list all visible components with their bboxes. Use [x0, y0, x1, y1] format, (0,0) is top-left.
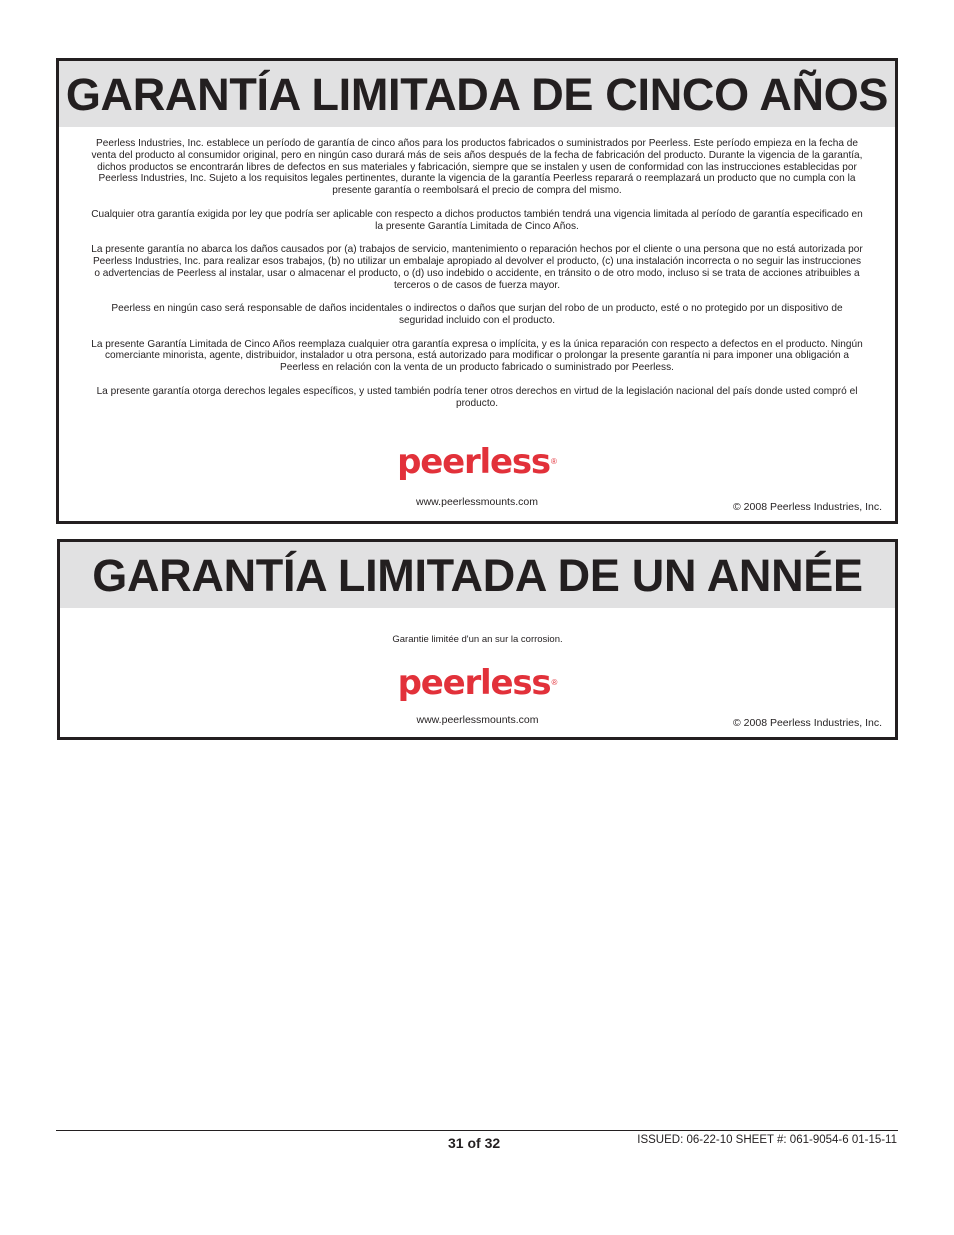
- section-title: GARANTÍA LIMITADA DE UN ANNÉE: [92, 549, 863, 601]
- warranty-paragraph: La presente garantía no abarca los daños causados por (a) trabajos de servicio, mantenimiento o reparación hechos por el cliente o una persona que no está autorizada por Peerless Industries, Inc. para realizar esos trabajos, (b) no utilizar un embalaje apropiado al devolver el producto, (c) una instalación incorrecta o no seguir las instrucciones o advertencias de Peerless al instalar, usar o almacenar el producto, o (d) uso indebido o accidente, en tránsito o de otro modo, incluso si se trata de acciones atribuibles a terceros o de casos de fuerza mayor.: [91, 244, 863, 291]
- page-number: 31 of 32: [448, 1135, 501, 1151]
- warranty-paragraph: Cualquier otra garantía exigida por ley que podría ser aplicable con respecto a dichos productos también tendrá una vigencia limitada al período de garantía especificado en la presente Garantía Limitada de Cinco Años.: [91, 208, 863, 232]
- warranty-body: [60, 608, 895, 646]
- section-header: [59, 61, 895, 127]
- website-url: www.peerlessmounts.com: [416, 496, 538, 508]
- section-header: [60, 542, 895, 608]
- warranty-paragraph: Peerless Industries, Inc. establece un período de garantía de cinco años para los productos fabricados o suministrados por Peerless. Este período empieza en la fecha de venta del producto al consumidor original, pero en ningún caso durará más de seis años después de la fecha de fabricación del producto. Durante la vigencia de la garantía, dichos productos se encontrarán libres de defectos en sus materiales y fabricación, siempre que se instalen y usen de conformidad con las instrucciones establecidas por Peerless Industries, Inc. Sujeto a los requisitos legales pertinentes, durante la vigencia de la garantía Peerless reparará o reemplazará un producto que no cumpla con la presente garantía o reembolsará el precio de compra del mismo.: [91, 138, 863, 197]
- logo-wordmark: peerless: [397, 663, 551, 703]
- warranty-paragraph: La presente Garantía Limitada de Cinco Años reemplaza cualquier otra garantía expresa o implícita, y es la única reparación con respecto a defectos en el producto. Ningún comerciante minorista, agente, distribuidor, instalador u otra persona, está autorizado para modificar o prolongar la presente garantía ni para imponer una obligación a Peerless en relación con la venta de un producto fabricado o suministrado por Peerless.: [91, 338, 863, 374]
- copyright-notice: © 2008 Peerless Industries, Inc.: [733, 717, 882, 729]
- warranty-paragraph: La presente garantía otorga derechos legales específicos, y usted también podría tener otros derechos en virtud de la legislación nacional del país donde usted compró el producto.: [96, 385, 858, 409]
- registered-mark: ®: [551, 678, 558, 687]
- warranty-paragraph: Garantie limitée d'un an sur la corrosion.: [392, 634, 563, 645]
- registered-mark: ®: [550, 457, 557, 466]
- copyright-notice: © 2008 Peerless Industries, Inc.: [733, 501, 882, 513]
- warranty-body: [59, 127, 895, 409]
- logo-wordmark: peerless: [397, 442, 550, 482]
- footer-divider: [56, 1130, 898, 1131]
- warranty-five-year-box: [56, 58, 898, 524]
- website-url: www.peerlessmounts.com: [416, 714, 539, 726]
- section-title: GARANTÍA LIMITADA DE CINCO AÑOS: [65, 68, 889, 120]
- issue-info: ISSUED: 06-22-10 SHEET #: 061-9054-6 01-15-11: [637, 1134, 897, 1146]
- warranty-one-year-box: [57, 539, 898, 740]
- peerless-logo: [59, 442, 895, 482]
- peerless-logo: [60, 663, 895, 703]
- warranty-paragraph: Peerless en ningún caso será responsable de daños incidentales o indirectos o daños que surjan del robo de un producto, esté o no protegido por un dispositivo de seguridad incluido con el producto.: [111, 303, 843, 326]
